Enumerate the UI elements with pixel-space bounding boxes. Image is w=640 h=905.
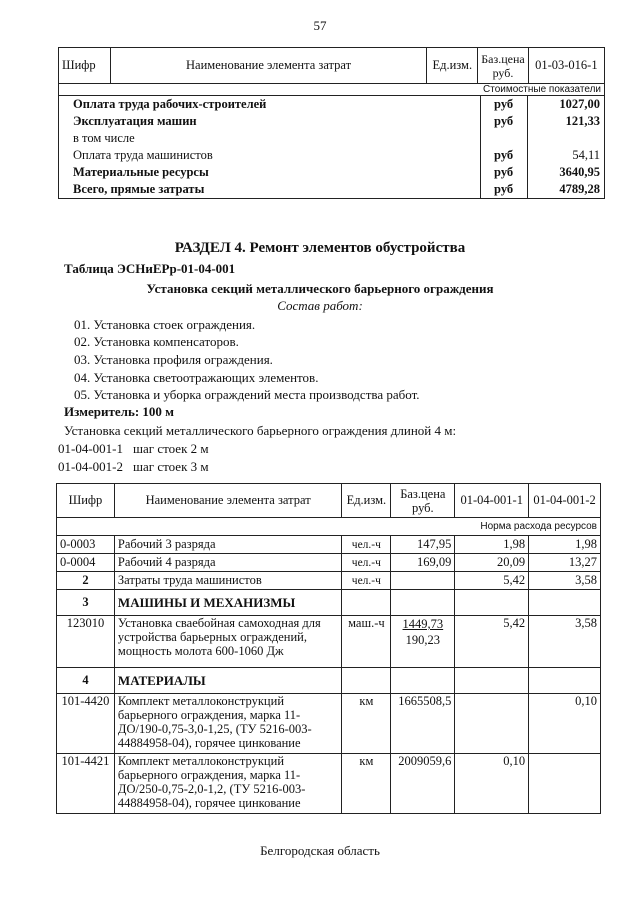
table-row xyxy=(57,572,601,590)
cell-value: 54,11 xyxy=(527,147,604,164)
cell-price xyxy=(391,616,455,668)
work-item: 04. Установка светоотражающих элементов. xyxy=(74,370,319,385)
cell-value xyxy=(527,130,604,147)
cost-row xyxy=(59,181,604,198)
cell-unit: км xyxy=(342,694,391,754)
cell-code: 101-4421 xyxy=(57,754,115,814)
cell-code: 101-4420 xyxy=(57,694,115,754)
cell-v1: 20,09 xyxy=(455,554,529,572)
cell-name: Оплата труда рабочих-строителей xyxy=(73,97,267,111)
cost-row xyxy=(59,147,604,164)
variant-text: шаг стоек 3 м xyxy=(133,459,209,474)
cell-v1: 1,98 xyxy=(455,536,529,554)
work-item: 02. Установка компенсаторов. xyxy=(74,334,239,349)
cell-code: 0-0004 xyxy=(57,554,115,572)
cell-name: Оплата труда машинистов xyxy=(73,148,213,162)
cell-name: Рабочий 4 разряда xyxy=(114,554,341,572)
cell-v1: 5,42 xyxy=(455,616,529,668)
cell-v1: 0,10 xyxy=(455,754,529,814)
cell-value: 3640,95 xyxy=(527,164,604,181)
cell-price: 2009059,6 xyxy=(391,754,455,814)
cell-v1: 5,42 xyxy=(455,572,529,590)
cell-name: Рабочий 3 разряда xyxy=(114,536,341,554)
table-label: Таблица ЭСНиЕРр-01-04-001 xyxy=(64,261,236,276)
cell-price: 169,09 xyxy=(391,554,455,572)
cell-value: 121,33 xyxy=(527,113,604,130)
cell-unit: руб xyxy=(480,113,527,130)
table-row xyxy=(57,694,601,754)
col-header-price: Баз.цена руб. xyxy=(391,484,455,518)
footer: Белгородская область xyxy=(260,843,380,858)
cell-name: МАТЕРИАЛЫ xyxy=(114,668,341,694)
cell-unit: руб xyxy=(480,96,527,113)
variant-code: 01-04-001-1 xyxy=(58,441,123,456)
section-title: РАЗДЕЛ 4. Ремонт элементов обустройства xyxy=(174,240,466,256)
col-header-unit: Ед.изм. xyxy=(342,484,391,518)
cell-price: 147,95 xyxy=(391,536,455,554)
cell-code: 3 xyxy=(57,590,115,616)
cell-name: МАШИНЫ И МЕХАНИЗМЫ xyxy=(114,590,341,616)
cost-table xyxy=(58,47,605,199)
cell-v2: 13,27 xyxy=(529,554,601,572)
cost-row xyxy=(59,164,604,181)
work-item: 05. Установка и уборка ограждений места производства работ. xyxy=(74,387,420,402)
cell-unit: руб xyxy=(480,164,527,181)
col-header-name: Наименование элемента затрат xyxy=(110,48,426,84)
col-header-code: Шифр xyxy=(57,484,115,518)
cell-value: 4789,28 xyxy=(527,181,604,198)
col-header-name: Наименование элемента затрат xyxy=(114,484,341,518)
work-item: 03. Установка профиля ограждения. xyxy=(74,352,273,367)
cell-name: Установка сваебойная самоходная для устройства барьерных ограждений, мощность молота 600-1060 Дж xyxy=(114,616,341,668)
cell-code: 0-0003 xyxy=(57,536,115,554)
col-header-price: Баз.цена руб. xyxy=(478,48,528,84)
cell-v2: 0,10 xyxy=(529,694,601,754)
cell-unit: чел.-ч xyxy=(342,536,391,554)
cell-name: Комплект металлоконструкций барьерного ограждения, марка 11-ДО/250-0,75-2,0-1,2, (ТУ 5216-003-44884958-04), горячее цинкование xyxy=(114,754,341,814)
cell-unit: чел.-ч xyxy=(342,554,391,572)
table-row xyxy=(57,590,601,616)
table-row xyxy=(57,554,601,572)
cell-unit: руб xyxy=(480,147,527,164)
cell-name: Затраты труда машинистов xyxy=(114,572,341,590)
cell-name: Эксплуатация машин xyxy=(73,114,197,128)
cell-v2: 3,58 xyxy=(529,616,601,668)
cell-v2 xyxy=(529,754,601,814)
cell-v1 xyxy=(455,694,529,754)
cost-rows xyxy=(59,96,604,198)
table-row xyxy=(57,754,601,814)
cell-name: Материальные ресурсы xyxy=(73,165,209,179)
page-number: 57 xyxy=(313,18,327,33)
col-header-code: Шифр xyxy=(59,48,111,84)
cell-v2: 1,98 xyxy=(529,536,601,554)
cell-unit: маш.-ч xyxy=(342,616,391,668)
resource-table xyxy=(56,483,601,814)
price-denominator: 190,23 xyxy=(405,633,441,647)
cell-name: Всего, прямые затраты xyxy=(73,182,205,196)
cell-code: 123010 xyxy=(57,616,115,668)
col-header-code-value: 01-03-016-1 xyxy=(528,48,604,84)
subheader: Норма расхода ресурсов xyxy=(57,518,601,536)
cell-price xyxy=(391,572,455,590)
variant-code: 01-04-001-2 xyxy=(58,459,123,474)
works-title: Состав работ: xyxy=(277,298,363,313)
col-header-unit: Ед.изм. xyxy=(427,48,478,84)
meter: Измеритель: 100 м xyxy=(64,404,175,419)
cell-code: 2 xyxy=(57,572,115,590)
price-numerator: 1449,73 xyxy=(402,617,444,631)
cell-unit: км xyxy=(342,754,391,814)
work-item: 01. Установка стоек ограждения. xyxy=(74,317,256,332)
cost-row xyxy=(59,113,604,130)
cost-row xyxy=(59,130,604,147)
table-row xyxy=(57,668,601,694)
table-title: Установка секций металлического барьерного ограждения xyxy=(146,281,494,296)
table-row xyxy=(57,536,601,554)
cell-v2: 3,58 xyxy=(529,572,601,590)
cell-name: в том числе xyxy=(73,131,135,145)
col-header-variant-2: 01-04-001-2 xyxy=(529,484,601,518)
description: Установка секций металлического барьерного ограждения длиной 4 м: xyxy=(64,423,457,438)
variant-text: шаг стоек 2 м xyxy=(133,441,209,456)
cost-row xyxy=(59,96,604,113)
cell-unit xyxy=(480,130,527,147)
subheader: Стоимостные показатели xyxy=(59,84,605,96)
table-row xyxy=(57,616,601,668)
cell-value: 1027,00 xyxy=(527,96,604,113)
cell-code: 4 xyxy=(57,668,115,694)
col-header-variant-1: 01-04-001-1 xyxy=(455,484,529,518)
cell-unit: чел.-ч xyxy=(342,572,391,590)
cell-unit: руб xyxy=(480,181,527,198)
cell-name: Комплект металлоконструкций барьерного ограждения, марка 11-ДО/190-0,75-3,0-1,25, (ТУ 5216-003-44884958-04), горячее цинкование xyxy=(114,694,341,754)
cell-price: 1665508,5 xyxy=(391,694,455,754)
